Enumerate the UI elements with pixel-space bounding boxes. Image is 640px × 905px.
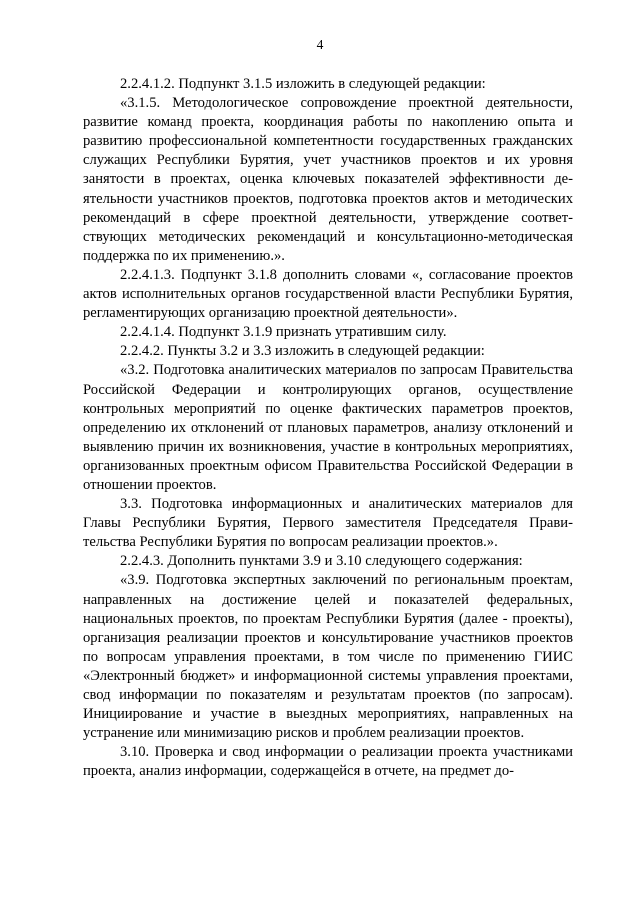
paragraph-3-9: «3.9. Подготовка экспертных заключений по региональным проектам, направленных на достижение целей и показателей федеральных, национальных проектов, по проектам Республики Бурятия (далее - проекты), организация реализации проектов и консультирование участников проектов по вопросам управления проектами, в том числе по применению ГИИС «Электронный бюджет» и информационной системы управления проектами, свод информации по показателям и результатам проектов (по запросам). Инициирование и участие в выездных мероприятиях, направленных на устранение или минимизацию рисков и проблем реализации проектов. bbox=[83, 572, 573, 742]
paragraph-3-2: «3.2. Подготовка аналитических материалов по запросам Правительства Российской Федерации и контролирующих органов, осуществление контрольных мероприятий по оценке фактических параметров проектов, определению их отклонений от плановых параметров, анализу отклонений и выявлению причин их возникновения, участие в контрольных мероприятиях, организованных проектным офисом Правительства Российской Федерации в отношении проектов. bbox=[83, 362, 573, 493]
paragraph-2-2-4-1-4: 2.2.4.1.4. Подпункт 3.1.9 признать утратившим силу. bbox=[120, 324, 447, 341]
document-body bbox=[83, 75, 573, 781]
paragraph-2-2-4-3: 2.2.4.3. Дополнить пунктами 3.9 и 3.10 следующего содержания: bbox=[120, 553, 523, 570]
paragraph-2-2-4-2: 2.2.4.2. Пункты 3.2 и 3.3 изложить в следующей редакции: bbox=[120, 343, 485, 360]
paragraph-2-2-4-1-3: 2.2.4.1.3. Подпункт 3.1.8 дополнить словами «, согласование проектов актов исполнительных органов государственной власти Республики Бурятия, регламентирующих организацию проектной деятельности». bbox=[83, 266, 573, 322]
paragraph-2-2-4-1-2: 2.2.4.1.2. Подпункт 3.1.5 изложить в следующей редакции: bbox=[120, 76, 486, 92]
paragraph-3-10: 3.10. Проверка и свод информации о реализации проекта участниками проекта, анализ информации, содержащейся в отчете, на предмет до- bbox=[83, 744, 573, 780]
page-number: 4 bbox=[316, 37, 324, 52]
paragraph-3-3: 3.3. Подготовка информационных и аналитических материалов для Главы Республики Бурятия, Первого заместителя Председателя Правительства Республики Бурятия по вопросам реализации проектов.». bbox=[83, 496, 573, 551]
paragraph-3-1-5: «3.1.5. Методологическое сопровождение проектной деятельности, развитие команд проекта, координация работы по накоплению опыта и развитию профессиональной компетентности государственных гражданских служащих Республики Бурятия, учет участников проектов и их уровня занятости в проектах, оценка ключевых показателей эффективности деятельности участников проектов, подготовка проектов актов и методических рекомендаций в сфере проектной деятельности, утверждение соответствующих методических рекомендаций и консультационно-методическая поддержка по их применению.». bbox=[83, 95, 573, 264]
